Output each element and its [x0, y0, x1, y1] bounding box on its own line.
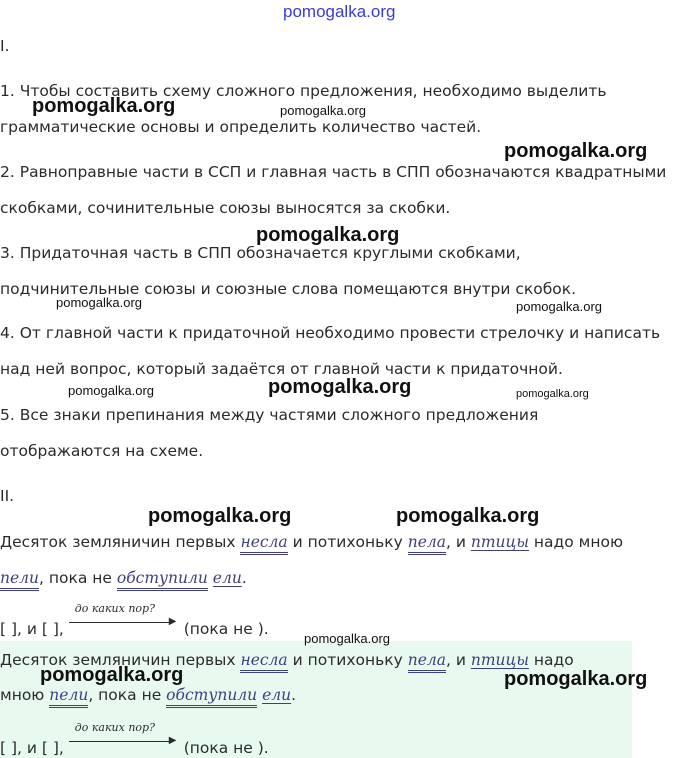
rule-2-line-1: 2. Равноправные части в ССП и главная часть в СПП обозначаются квадратными [0, 163, 667, 181]
sentence-text: мною [0, 686, 50, 704]
watermark: pomogalka.org [256, 224, 400, 246]
sentence-text: и потихоньку [287, 533, 408, 551]
rule-3-line-2: подчинительные союзы и союзные слова помещаются внутри скобок. [0, 280, 577, 298]
arrow-head-icon: ▶ [168, 616, 177, 627]
predicate-obstupili: обступили [166, 686, 257, 708]
rule-4-line-2: над ней вопрос, который задаётся от главной части к придаточной. [0, 360, 563, 378]
example-1-line-2 [0, 568, 247, 588]
scheme-main-parts: [ ], и [ ], [0, 620, 64, 638]
subject-ptitsy: птицы [470, 533, 529, 551]
rule-5-line-1: 5. Все знаки препинания между частями сложного предложения [0, 406, 539, 424]
watermark: pomogalka.org [516, 388, 589, 400]
predicate-obstupili: обступили [117, 569, 208, 591]
arrow-line [69, 741, 173, 742]
section-2-heading: II. [0, 487, 15, 505]
sentence-text: надо мною [528, 533, 623, 551]
sentence-text: Десяток земляничин первых [0, 533, 241, 551]
sentence-text: . [291, 686, 297, 704]
scheme-1 [0, 602, 269, 639]
subject-eli: ели [212, 569, 242, 587]
arrow-question-label: до каких пор? [74, 602, 155, 615]
predicate-nesla: несла [240, 651, 287, 673]
section-1-heading: I. [0, 37, 10, 55]
watermark: pomogalka.org [280, 103, 366, 118]
arrow-line [69, 622, 173, 623]
predicate-pela: пела [408, 533, 446, 555]
watermark: pomogalka.org [40, 664, 184, 686]
sentence-text: , пока не [39, 569, 117, 587]
sentence-text: . [241, 569, 247, 587]
site-header-link[interactable]: pomogalka.org [283, 2, 396, 21]
scheme-subordinate-part: (пока не ). [183, 620, 269, 638]
example-2-line-2 [0, 685, 296, 705]
example-1-line-1 [0, 532, 623, 552]
sentence-text: Десяток земляничин первых [0, 651, 241, 669]
rule-1-line-1: 1. Чтобы составить схему сложного предложения, необходимо выделить [0, 82, 607, 100]
predicate-nesla: несла [240, 533, 287, 555]
watermark: pomogalka.org [504, 668, 648, 690]
sentence-text: надо [528, 651, 574, 669]
scheme-subordinate-part: (пока не ). [183, 739, 269, 757]
arrow-head-icon: ▶ [168, 735, 177, 746]
watermark: pomogalka.org [396, 505, 540, 527]
predicate-pela: пела [408, 651, 446, 673]
watermark: pomogalka.org [56, 295, 142, 310]
predicate-peli: пели [0, 569, 39, 591]
rule-5-line-2: отображаются на схеме. [0, 442, 204, 460]
watermark: pomogalka.org [32, 95, 176, 117]
rule-4-line-1: 4. От главной части к придаточной необходимо провести стрелочку и написать [0, 324, 661, 342]
subject-eli: ели [262, 686, 292, 704]
scheme-arrow [69, 721, 179, 753]
sentence-text: , пока не [88, 686, 167, 704]
sentence-text: и потихоньку [287, 651, 408, 669]
watermark: pomogalka.org [516, 299, 602, 314]
subject-ptitsy: птицы [470, 651, 529, 669]
scheme-main-parts: [ ], и [ ], [0, 739, 64, 757]
watermark: pomogalka.org [304, 631, 390, 646]
predicate-peli: пели [49, 686, 88, 708]
watermark: pomogalka.org [268, 376, 412, 398]
rule-1-line-2: грамматические основы и определить количество частей. [0, 118, 482, 136]
watermark: pomogalka.org [504, 140, 648, 162]
watermark: pomogalka.org [68, 383, 154, 398]
scheme-2 [0, 721, 269, 758]
watermark: pomogalka.org [148, 505, 292, 527]
scheme-arrow [69, 602, 179, 634]
sentence-text: , и [445, 533, 471, 551]
rule-2-line-2: скобками, сочинительные союзы выносятся за скобки. [0, 199, 451, 217]
rule-3-line-1: 3. Придаточная часть в СПП обозначается круглыми скобками, [0, 244, 521, 262]
sentence-text: , и [445, 651, 471, 669]
arrow-question-label: до каких пор? [74, 721, 155, 734]
